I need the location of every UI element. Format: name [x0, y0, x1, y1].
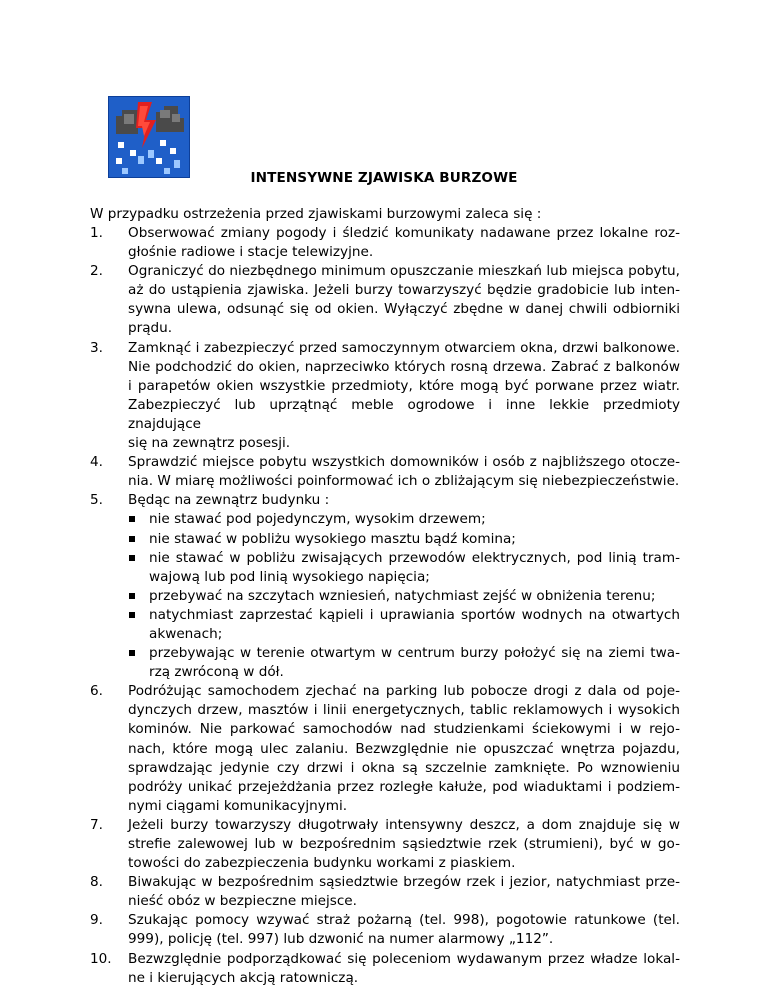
text-line: przebywać na szczytach wzniesień, natychmiast zejść w obniżenia terenu; — [149, 587, 656, 604]
list-item-number: 5. — [90, 492, 103, 509]
text-line: się na zewnątrz posesji. — [128, 435, 291, 452]
list-item — [90, 682, 680, 816]
text-line: nie stawać pod pojedynczym, wysokim drzewem; — [149, 511, 486, 528]
list-item — [90, 816, 680, 873]
list-item-number: 9. — [90, 912, 103, 929]
text-line: Zabezpieczyć lub uprzątnąć meble ogrodowe i inne lekkie przedmioty znajdujące — [128, 396, 680, 432]
text-line: i parapetów okien wszystkie przedmioty, które mogą być porwane przez wiatr. — [128, 377, 680, 394]
text-line: nieść obóz w bezpieczne miejsce. — [128, 893, 357, 910]
text-line: wajową lub pod linią wysokiego napięcia; — [149, 568, 430, 585]
text-line: Będąc na zewnątrz budynku : — [128, 492, 330, 509]
text-line: aż do ustąpienia zjawiska. Jeżeli burzy towarzyszyć będzie gradobicie lub inten- — [128, 282, 680, 299]
bullet-item — [128, 644, 680, 682]
list-item-text — [128, 911, 680, 949]
text-line: Zamknąć i zabezpieczyć przed samoczynnym otwarciem okna, drzwi balkonowe. — [128, 339, 680, 356]
list-item-text — [128, 950, 680, 988]
text-line: Nie podchodzić do okien, naprzeciwko których rosną drzewa. Zabrać z balkonów — [128, 358, 680, 375]
list-item-text — [128, 339, 680, 454]
list-item — [90, 224, 680, 262]
text-line: prądu. — [128, 320, 173, 337]
list-item-text — [128, 262, 680, 338]
storm-icon — [108, 96, 190, 178]
square-bullet-icon — [129, 650, 135, 656]
text-line: Szukając pomocy wzywać straż pożarną (tel. 998), pogotowie ratunkowe (tel. — [128, 912, 680, 929]
bullet-item — [128, 530, 680, 549]
text-line: rzą zwróconą w dół. — [149, 664, 284, 681]
text-line: akwenach; — [149, 625, 223, 642]
bullet-list — [128, 510, 680, 682]
text-line: nia. W miarę możliwości poinformować ich o zbliżającym się niebezpieczeństwie. — [128, 473, 680, 490]
text-line: przebywając w terenie otwartym w centrum burzy położyć się na ziemi twa- — [149, 645, 680, 662]
list-item-text — [128, 453, 680, 491]
text-line: Obserwować zmiany pogody i śledzić komunikaty nadawane przez lokalne roz- — [128, 225, 680, 241]
list-item-number: 8. — [90, 874, 103, 891]
square-bullet-icon — [129, 516, 135, 522]
text-line: 999), policję (tel. 997) lub dzwonić na numer alarmowy „112”. — [128, 931, 554, 948]
list-item-number: 3. — [90, 339, 103, 356]
square-bullet-icon — [129, 593, 135, 599]
list-item-text — [128, 491, 680, 510]
text-line: kominów. Nie parkować samochodów nad studzienkami ściekowymi i w rejo- — [128, 721, 680, 738]
list-item — [90, 491, 680, 682]
text-line: Ograniczyć do niezbędnego minimum opuszczanie mieszkań lub miejsca pobytu, — [128, 263, 680, 280]
text-line: strefie zalewowej lub w bezpośrednim sąsiedztwie rzek (strumieni), być w go- — [128, 836, 680, 852]
list-item-number: 7. — [90, 816, 103, 833]
list-item-text — [128, 873, 680, 911]
bullet-item — [128, 606, 680, 644]
list-item — [90, 453, 680, 491]
text-line: dynczych drzew, masztów i linii energetycznych, tablic reklamowych i wysokich — [128, 702, 680, 719]
list-item — [90, 950, 680, 988]
text-line: nie stawać w pobliżu zwisających przewodów elektrycznych, pod linią tram- — [149, 549, 680, 566]
text-line: natychmiast zaprzestać kąpieli i uprawiania sportów wodnych na otwartych — [149, 606, 680, 623]
bullet-item — [128, 587, 680, 606]
text-line: nie stawać w pobliżu wysokiego masztu bądź komina; — [149, 530, 516, 547]
bullet-item — [128, 510, 680, 529]
list-item-text — [128, 224, 680, 262]
text-line: nymi ciągami komunikacyjnymi. — [128, 797, 348, 814]
square-bullet-icon — [129, 555, 135, 561]
text-line: ne i kierujących akcją ratowniczą. — [128, 969, 359, 986]
list-item-number: 10. — [90, 950, 112, 967]
text-line: nach, które mogą ulec zalaniu. Bezwzględnie nie opuszczać wnętrza pojazdu, — [128, 740, 680, 757]
text-line: podróży unikać przejeżdżania przez rozległe kałuże, pod wiaduktami i podziem- — [128, 778, 680, 795]
square-bullet-icon — [129, 536, 135, 542]
bullet-item — [128, 549, 680, 587]
list-item-number: 1. — [90, 225, 103, 241]
list-item — [90, 911, 680, 949]
list-item-text — [128, 682, 680, 816]
list-item — [90, 262, 680, 338]
text-line: Bezwzględnie podporządkować się poleceniom wydawanym przez władze lokal- — [128, 950, 680, 967]
text-line: głośnie radiowe i stacje telewizyjne. — [128, 244, 374, 261]
list-item-number: 4. — [90, 454, 103, 471]
list-item — [90, 873, 680, 911]
intro-text: W przypadku ostrzeżenia przed zjawiskami burzowymi zaleca się : — [90, 206, 542, 222]
text-line: towości do zabezpieczenia budynku workami z piaskiem. — [128, 855, 516, 872]
square-bullet-icon — [129, 612, 135, 618]
rules-list — [90, 224, 680, 988]
page-title: INTENSYWNE ZJAWISKA BURZOWE — [250, 170, 518, 186]
text-line: Podróżując samochodem zjechać na parking lub pobocze drogi z dala od poje- — [128, 683, 680, 700]
list-item-number: 2. — [90, 263, 103, 280]
text-line: sywna ulewa, odsunąć się od okien. Wyłączyć zbędne w danej chwili odbiorniki — [128, 301, 680, 318]
storm-icon-graphic — [108, 96, 190, 178]
text-line: sprawdzając jedynie czy drzwi i okna są szczelnie zamknięte. Po wznowieniu — [128, 759, 680, 776]
list-item-text — [128, 816, 680, 873]
list-item — [90, 339, 680, 454]
list-item-number: 6. — [90, 683, 103, 700]
text-line: Jeżeli burzy towarzyszy długotrwały intensywny deszcz, a dom znajduje się w — [128, 816, 680, 833]
text-line: Sprawdzić miejsce pobytu wszystkich domowników i osób z najbliższego otocze- — [128, 454, 680, 471]
text-line: Biwakując w bezpośrednim sąsiedztwie brzegów rzek i jezior, natychmiast prze- — [128, 874, 680, 891]
